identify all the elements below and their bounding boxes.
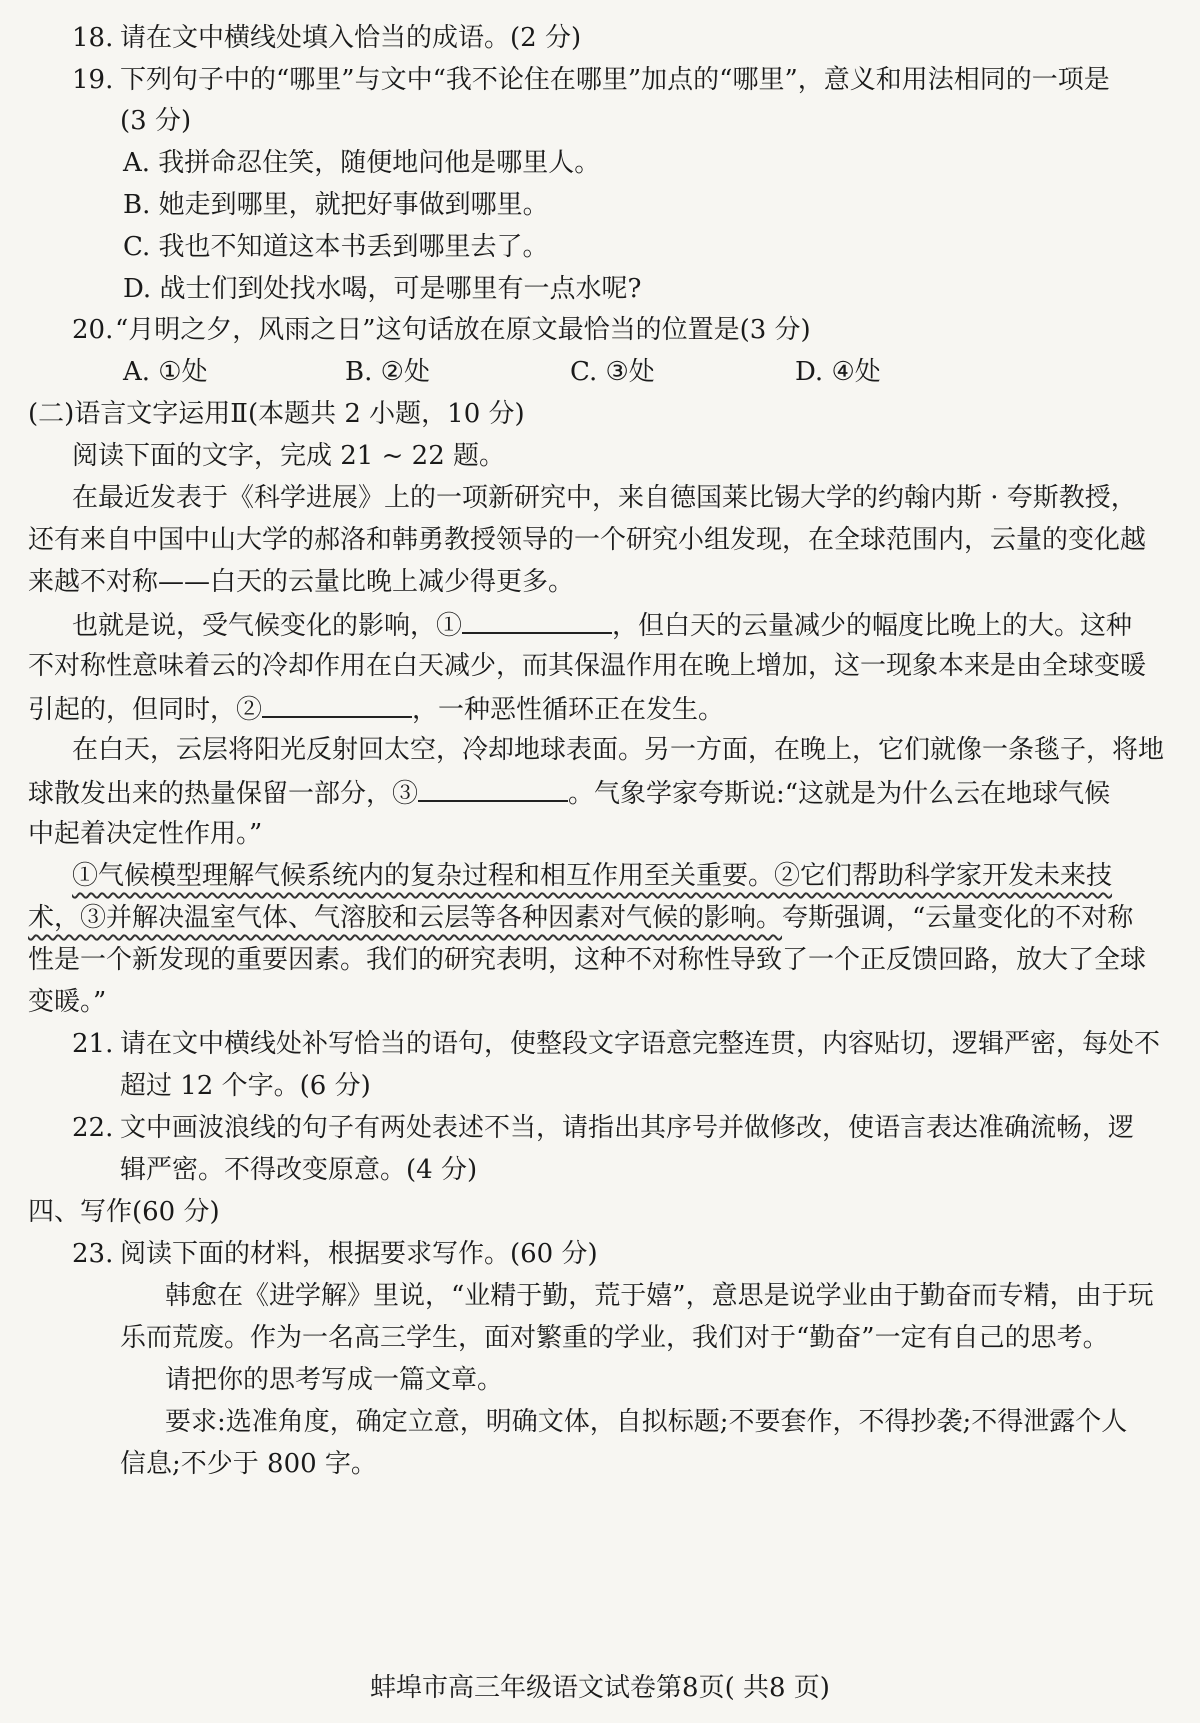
question-22-text-2: 辑严密。不得改变原意。(4 分)	[120, 1155, 478, 1185]
material-line-1: 韩愈在《进学解》里说，“业精于勤，荒于嬉”，意思是说学业由于勤奋而专精，由于玩	[165, 1281, 1154, 1311]
question-22-text: 文中画波浪线的句子有两处表述不当，请指出其序号并做修改，使语言表达准确流畅，逻	[120, 1113, 1135, 1143]
passage-p1-line-1: 在最近发表于《科学进展》上的一项新研究中，来自德国莱比锡大学的约翰内斯 · 夸斯教授，	[72, 483, 1137, 513]
passage-p3-line-1: 在白天，云层将阳光反射回太空，冷却地球表面。另一方面，在晚上，它们就像一条毯子，将地	[72, 735, 1165, 765]
question-20-number: 20.	[72, 315, 114, 345]
passage-p3-line-2	[28, 772, 1110, 814]
fill-blank-2[interactable]	[262, 688, 412, 718]
passage-p4-line-2	[28, 898, 1133, 938]
passage-p2-text-c: 引起的，但同时，②	[28, 695, 263, 725]
material-line-3: 请把你的思考写成一篇文章。	[165, 1365, 504, 1395]
question-22-number: 22.	[72, 1113, 114, 1143]
passage-p4-line-3: 性是一个新发现的重要因素。我们的研究表明，这种不对称性导致了一个正反馈回路，放大了全球	[28, 945, 1147, 975]
question-18-number: 18.	[72, 23, 114, 53]
question-19-option-c: C. 我也不知道这本书丢到哪里去了。	[123, 232, 549, 262]
question-21-text: 请在文中横线处补写恰当的语句，使整段文字语意完整连贯，内容贴切，逻辑严密，每处不	[120, 1029, 1161, 1059]
question-20-text: “月明之夕，风雨之日”这句话放在原文最恰当的位置是(3 分)	[115, 315, 811, 345]
section-2-heading: (二)语言文字运用Ⅱ(本题共 2 小题，10 分)	[28, 399, 525, 429]
question-20-option-a: A. ①处	[123, 357, 208, 387]
fill-blank-3[interactable]	[418, 772, 568, 802]
passage-p2-line-2: 不对称性意味着云的冷却作用在白天减少，而其保温作用在晚上增加，这一现象本来是由全球变暖	[28, 651, 1147, 681]
passage-p3-text-b: 。气象学家夸斯说:“这就是为什么云在地球气候	[568, 779, 1111, 809]
question-20-option-d: D. ④处	[795, 357, 881, 387]
passage-p1-line-2: 还有来自中国中山大学的郝洛和韩勇教授领导的一个研究小组发现，在全球范围内，云量的变化越	[28, 525, 1147, 555]
passage-p2-text-b: ，但白天的云量减少的幅度比晚上的大。这种	[612, 611, 1133, 641]
question-19-number: 19.	[72, 65, 114, 95]
passage-p3-text-a: 球散发出来的热量保留一部分，③	[28, 779, 419, 809]
passage-p3-line-3: 中起着决定性作用。”	[28, 819, 263, 849]
requirements-line-2: 信息;不少于 800 字。	[120, 1449, 377, 1479]
passage-p2-text-a: 也就是说，受气候变化的影响，①	[72, 611, 463, 641]
question-20-option-c: C. ③处	[570, 357, 655, 387]
passage-p4-line-1	[72, 856, 1112, 896]
question-21-number: 21.	[72, 1029, 114, 1059]
passage-p1-line-3: 来越不对称——白天的云量比晚上减少得更多。	[28, 567, 575, 597]
question-19-option-a: A. 我拼命忍住笑，随便地问他是哪里人。	[123, 148, 601, 178]
passage-p2-line-3	[28, 688, 724, 730]
passage-p2-line-1	[72, 604, 1132, 646]
question-20-option-b: B. ②处	[345, 357, 430, 387]
passage-p4-text: 夸斯强调，“云量变化的不对称	[782, 903, 1134, 933]
question-19-option-b: B. 她走到哪里，就把好事做到哪里。	[123, 190, 549, 220]
fill-blank-1[interactable]	[462, 604, 612, 634]
passage-p2-text-d: ，一种恶性循环正在发生。	[412, 695, 725, 725]
passage-p4-line-4: 变暖。”	[28, 987, 107, 1017]
requirements-line-1: 要求:选准角度，确定立意，明确文体，自拟标题;不要套作，不得抄袭;不得泄露个人	[165, 1407, 1128, 1437]
question-23-text: 阅读下面的材料，根据要求写作。(60 分)	[120, 1239, 598, 1269]
question-19-option-d: D. 战士们到处找水喝，可是哪里有一点水呢?	[123, 274, 642, 304]
wavy-underlined-sentence-2: 术，③并解决温室气体、气溶胶和云层等各种因素对气候的影响。	[28, 903, 783, 933]
section-4-heading: 四、写作(60 分)	[28, 1197, 220, 1227]
question-19-text: 下列句子中的“哪里”与文中“我不论住在哪里”加点的“哪里”，意义和用法相同的一项是	[120, 65, 1110, 95]
section-2-intro: 阅读下面的文字，完成 21 ~ 22 题。	[72, 441, 506, 471]
material-line-2: 乐而荒废。作为一名高三学生，面对繁重的学业，我们对于“勤奋”一定有自己的思考。	[120, 1323, 1109, 1353]
question-21-text-2: 超过 12 个字。(6 分)	[120, 1071, 371, 1101]
question-19-score: (3 分)	[120, 106, 192, 136]
question-18-text: 请在文中横线处填入恰当的成语。(2 分)	[120, 23, 582, 53]
wavy-underlined-sentence-1: ①气候模型理解气候系统内的复杂过程和相互作用至关重要。②它们帮助科学家开发未来技	[72, 861, 1113, 891]
question-23-number: 23.	[72, 1239, 114, 1269]
page-footer: 蚌埠市高三年级语文试卷第8页( 共8 页)	[370, 1673, 830, 1703]
